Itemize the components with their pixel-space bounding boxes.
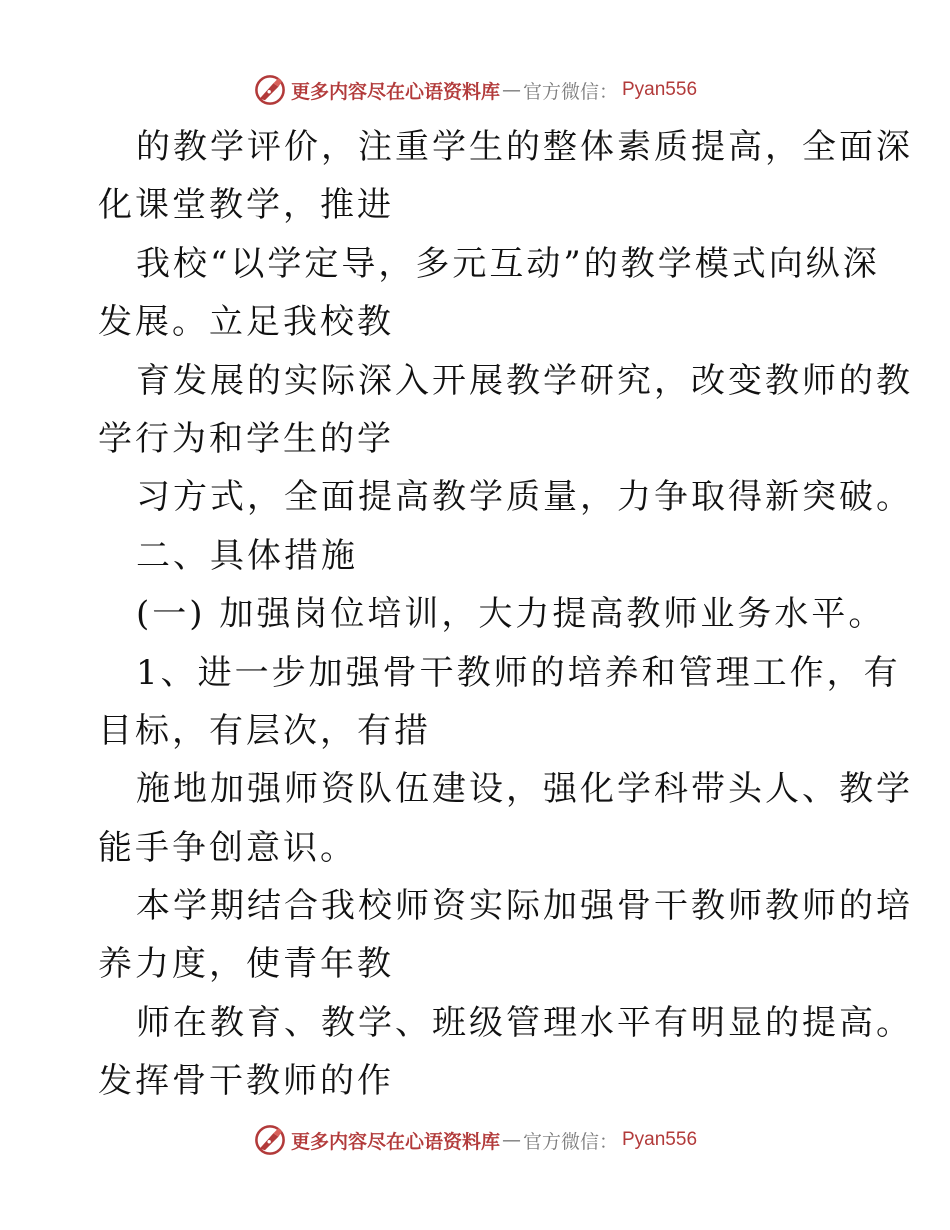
body-line: 养力度，使青年教 xyxy=(98,944,394,985)
section-heading: 二、具体措施 xyxy=(136,535,358,576)
watermark-dash: — xyxy=(501,1129,521,1151)
watermark-official-label: 官方微信： xyxy=(522,1130,618,1153)
body-line: 本学期结合我校师资实际加强骨干教师教师的培 xyxy=(136,886,913,927)
watermark-wechat-id: Pyan556 xyxy=(622,1129,698,1150)
body-line: 化课堂教学，推进 xyxy=(98,185,394,226)
body-line: 育发展的实际深入开展教学研究，改变教师的教 xyxy=(136,360,913,401)
pen-nib-logo-icon xyxy=(253,73,287,107)
body-line: 能手争创意识。 xyxy=(98,827,357,868)
body-line: 发展。立足我校教 xyxy=(98,302,394,343)
body-line: 的教学评价，注重学生的整体素质提高，全面深 xyxy=(136,127,913,167)
body-line: 1、进一步加强骨干教师的培养和管理工作，有 xyxy=(136,652,901,693)
watermark-official-label: 官方微信： xyxy=(522,80,618,103)
body-line: 发挥骨干教师的作 xyxy=(98,1061,394,1102)
document-body xyxy=(98,118,913,1111)
footer-watermark xyxy=(0,1120,950,1160)
body-line: 我校“以学定导，多元互动”的教学模式向纵深 xyxy=(136,243,880,284)
watermark-site-text: 更多内容尽在心语资料库 xyxy=(290,1130,500,1153)
header-watermark xyxy=(0,70,950,110)
body-line: 师在教育、教学、班级管理水平有明显的提高。 xyxy=(136,1002,913,1043)
watermark-dash: — xyxy=(501,79,521,101)
body-line: 习方式，全面提高教学质量，力争取得新突破。 xyxy=(136,477,913,518)
subsection-heading: (一) 加强岗位培训，大力提高教师业务水平。 xyxy=(136,594,886,635)
watermark-site-text: 更多内容尽在心语资料库 xyxy=(290,80,500,103)
watermark-wechat-id: Pyan556 xyxy=(622,79,698,100)
body-line: 施地加强师资队伍建设，强化学科带头人、教学 xyxy=(136,769,913,810)
pen-nib-logo-icon xyxy=(253,1123,287,1157)
body-line: 学行为和学生的学 xyxy=(98,418,394,459)
body-line: 目标，有层次，有措 xyxy=(98,710,431,751)
